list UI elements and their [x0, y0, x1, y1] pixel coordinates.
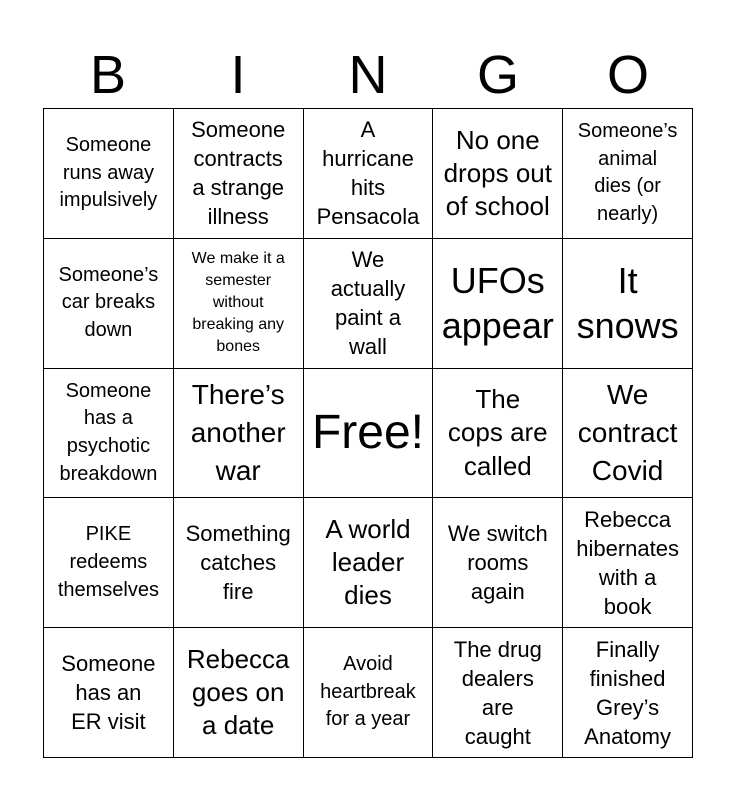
cell-text: The drug dealers are caught	[453, 636, 542, 749]
cell-text: We switch rooms again	[447, 521, 548, 605]
header-letter-o: O	[606, 45, 649, 105]
cell-text: Rebecca hibernates with a book	[576, 506, 679, 619]
cell-text: A world leader dies	[325, 513, 411, 611]
cell-text: We actually paint a wall	[330, 247, 406, 360]
bingo-cell[interactable]	[433, 369, 563, 499]
bingo-board	[43, 108, 693, 758]
bingo-cell[interactable]	[433, 498, 563, 628]
bingo-cell[interactable]	[304, 239, 434, 369]
cell-text: Someone contracts a strange illness	[191, 117, 286, 230]
bingo-cell[interactable]	[174, 109, 304, 239]
cell-text: It snows	[576, 260, 679, 347]
bingo-cell[interactable]	[44, 369, 174, 499]
bingo-cell[interactable]	[563, 369, 693, 499]
bingo-cell[interactable]	[174, 628, 304, 758]
cell-text: Someone has a psychotic breakdown	[59, 379, 158, 485]
bingo-cell[interactable]	[433, 628, 563, 758]
cell-text: The cops are called	[447, 384, 548, 481]
bingo-cell[interactable]	[174, 239, 304, 369]
free-space-text: Free!	[311, 405, 424, 459]
cell-text: Someone’s car breaks down	[58, 263, 159, 341]
header-letter-b: B	[89, 45, 127, 105]
bingo-cell[interactable]	[433, 109, 563, 239]
header-letter-n: N	[348, 45, 388, 105]
bingo-cell[interactable]	[563, 628, 693, 758]
cell-text: Rebecca goes on a date	[186, 643, 290, 741]
bingo-cell[interactable]	[563, 239, 693, 369]
cell-text: Someone runs away impulsively	[59, 134, 158, 212]
cell-text: Something catches fire	[185, 521, 291, 605]
bingo-cell[interactable]	[174, 369, 304, 499]
cell-text: Avoid heartbreak for a year	[320, 653, 416, 731]
free-space-cell[interactable]	[304, 369, 434, 499]
header-letter-g: G	[476, 45, 519, 105]
cell-text: UFOs appear	[441, 260, 554, 347]
bingo-cell[interactable]	[304, 628, 434, 758]
cell-text: Finally finished Grey’s Anatomy	[584, 636, 671, 749]
bingo-cell[interactable]	[44, 109, 174, 239]
bingo-cell[interactable]	[304, 109, 434, 239]
bingo-cell[interactable]	[44, 498, 174, 628]
cell-text: We contract Covid	[577, 379, 678, 486]
cell-text: A hurricane hits Pensacola	[316, 117, 420, 230]
bingo-cell[interactable]	[563, 498, 693, 628]
cell-text: No one drops out of school	[443, 124, 552, 222]
bingo-header	[43, 40, 693, 108]
bingo-cell[interactable]	[563, 109, 693, 239]
header-letter-i: I	[230, 45, 246, 105]
cell-text: We make it a semester without breaking any bones	[191, 250, 285, 356]
cell-text: Someone has an ER visit	[61, 651, 156, 735]
bingo-cell[interactable]	[304, 498, 434, 628]
cell-text: There’s another war	[190, 379, 286, 486]
bingo-cell[interactable]	[44, 239, 174, 369]
bingo-cell[interactable]	[433, 239, 563, 369]
cell-text: PIKE redeems themselves	[57, 523, 159, 601]
bingo-cell[interactable]	[174, 498, 304, 628]
cell-text: Someone’s animal dies (or nearly)	[577, 120, 678, 225]
bingo-cell[interactable]	[44, 628, 174, 758]
